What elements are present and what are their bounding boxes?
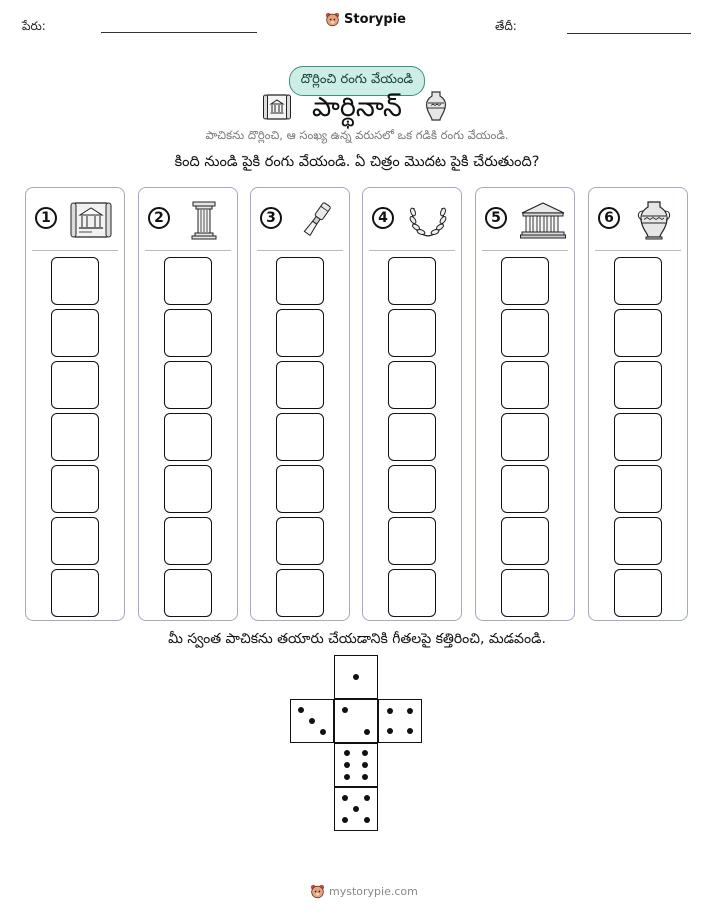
- color-cell[interactable]: [51, 309, 99, 357]
- page-title: పార్థినాన్: [312, 92, 402, 123]
- color-cell[interactable]: [501, 413, 549, 461]
- color-cell[interactable]: [51, 257, 99, 305]
- scroll-blueprint-icon: [70, 200, 112, 244]
- parthenon-temple-icon: [520, 200, 566, 244]
- chisel-icon: [295, 200, 337, 244]
- activity-badge: దొర్లించి రంగు వేయండి: [289, 66, 425, 96]
- color-cell[interactable]: [614, 257, 662, 305]
- color-cell[interactable]: [51, 465, 99, 513]
- greek-column-icon: [183, 200, 225, 244]
- name-line[interactable]: [101, 32, 257, 33]
- dice-face-2: [334, 699, 378, 743]
- column-number: 1: [35, 207, 57, 229]
- color-cell[interactable]: [614, 517, 662, 565]
- color-cell[interactable]: [501, 257, 549, 305]
- color-cell[interactable]: [276, 257, 324, 305]
- brand-name: Storypie: [344, 12, 406, 27]
- color-cell[interactable]: [388, 517, 436, 565]
- color-cell[interactable]: [388, 361, 436, 409]
- column-number: 6: [598, 207, 620, 229]
- column-number: 4: [372, 207, 394, 229]
- color-cell[interactable]: [164, 465, 212, 513]
- color-cell[interactable]: [51, 517, 99, 565]
- color-cell[interactable]: [51, 413, 99, 461]
- dice-column-6: [588, 187, 688, 621]
- color-cell[interactable]: [388, 257, 436, 305]
- column-number: 2: [148, 207, 170, 229]
- color-cell[interactable]: [276, 465, 324, 513]
- color-cell[interactable]: [164, 309, 212, 357]
- laurel-wreath-icon: [407, 200, 449, 244]
- color-cell[interactable]: [501, 517, 549, 565]
- column-number: 5: [485, 207, 507, 229]
- dice-face-6: [334, 743, 378, 787]
- footer-url[interactable]: mystorypie.com: [329, 885, 418, 898]
- color-cell[interactable]: [388, 413, 436, 461]
- color-cell[interactable]: [51, 361, 99, 409]
- color-cell[interactable]: [388, 465, 436, 513]
- dice-face-5: [334, 787, 378, 831]
- dice-column-3: [250, 187, 350, 621]
- bear-mascot-icon: [310, 884, 325, 899]
- color-cell[interactable]: [276, 309, 324, 357]
- three-pips-icon: [291, 700, 333, 742]
- color-cell[interactable]: [276, 569, 324, 617]
- storypie-logo: [325, 12, 406, 27]
- color-cell[interactable]: [388, 569, 436, 617]
- column-number: 3: [260, 207, 282, 229]
- color-cell[interactable]: [164, 257, 212, 305]
- instructions-subtitle: పాచికను దొర్లించి, ఆ సంఖ్య ఉన్న వరుసలో ఒక గడికి రంగు వేయండి.: [205, 128, 509, 142]
- color-cell[interactable]: [614, 413, 662, 461]
- color-cell[interactable]: [51, 569, 99, 617]
- color-cell[interactable]: [276, 361, 324, 409]
- dice-column-4: [362, 187, 462, 621]
- name-label: పేరు:: [22, 19, 46, 33]
- cut-fold-instruction: మీ స్వంత పాచికను తయారు చేయడానికి గీతలపై కత్తిరించి, మడవండి.: [168, 631, 546, 647]
- five-pips-icon: [335, 788, 377, 830]
- color-cell[interactable]: [614, 465, 662, 513]
- color-cell[interactable]: [501, 569, 549, 617]
- date-line[interactable]: [567, 33, 691, 34]
- greek-vase-icon: [633, 200, 675, 244]
- dice-face-4: [378, 699, 422, 743]
- color-cell[interactable]: [388, 309, 436, 357]
- color-cell[interactable]: [501, 309, 549, 357]
- color-cell[interactable]: [276, 517, 324, 565]
- color-cell[interactable]: [164, 413, 212, 461]
- six-pips-icon: [335, 744, 377, 786]
- race-question: కింది నుండి పైకి రంగు వేయండి. ఏ చిత్రం మొదట పైకి చేరుతుంది?: [174, 154, 540, 170]
- bear-mascot-icon: [325, 12, 340, 27]
- dice-column-5: [475, 187, 575, 621]
- color-cell[interactable]: [501, 465, 549, 513]
- color-cell[interactable]: [501, 361, 549, 409]
- dice-column-1: [25, 187, 125, 621]
- color-cell[interactable]: [164, 517, 212, 565]
- color-cell[interactable]: [614, 361, 662, 409]
- vase-title-icon: [423, 90, 449, 126]
- four-pips-icon: [379, 700, 421, 742]
- color-cell[interactable]: [614, 309, 662, 357]
- dice-column-2: [138, 187, 238, 621]
- dice-face-1: [334, 655, 378, 699]
- one-pip-icon: [335, 656, 377, 698]
- date-label: తేదీ:: [495, 19, 517, 33]
- two-pips-icon: [335, 700, 377, 742]
- footer: [310, 884, 418, 899]
- color-cell[interactable]: [164, 569, 212, 617]
- color-cell[interactable]: [276, 413, 324, 461]
- color-cell[interactable]: [164, 361, 212, 409]
- color-cell[interactable]: [614, 569, 662, 617]
- dice-face-3: [290, 699, 334, 743]
